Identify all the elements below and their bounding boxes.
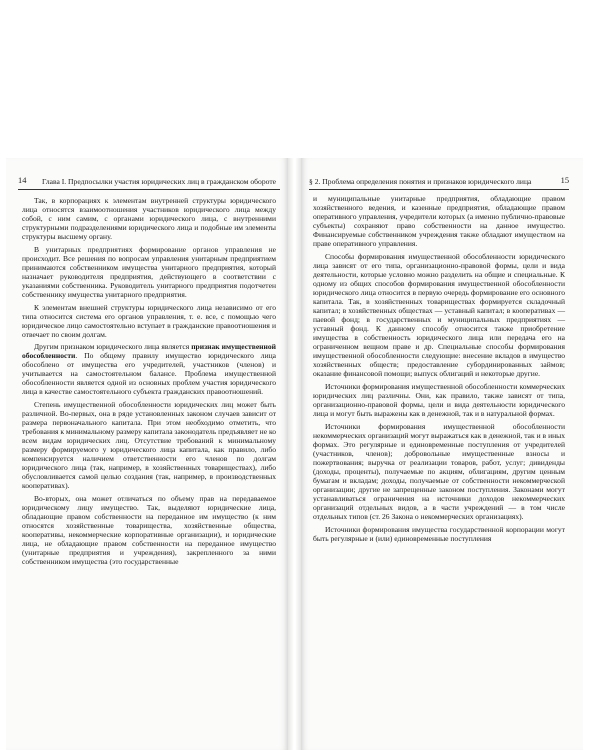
paragraph: Источники формирования имущественной обособленности коммерческих юридических лиц различны. Они, как правило, также зависят от типа, организационно-правовой формы, цели и вида деятельности юридического лица и могут быть выражены как в денежной, так и в натуральной формах. xyxy=(313,381,565,419)
paragraph: Источники формирования имущества государственной корпорации могут быть регулярные и (или) единовременные поступления xyxy=(313,524,565,543)
paragraph: К элементам внешней структуры юридического лица независимо от его типа относится система его органов управления, т. е. все, с помощью чего юридическое лицо самостоятельно вступает в гражданские правоотношения и отвечает по своим долгам. xyxy=(22,302,276,339)
paragraph: и муниципальные унитарные предприятия, обладающие правом хозяйственного ведения, и казенные предприятия, обладающие правом оперативного управления, учредители которых (а именно публично-правовые субъекты) сохраняют право собственности на данное имущество. Финансируемые собственником учреждения также обладают имуществом на праве оперативного управления. xyxy=(313,194,565,249)
right-page xyxy=(301,158,583,750)
page-number: 15 xyxy=(560,176,569,185)
header-rule xyxy=(309,189,569,190)
paragraph: Способы формирования имущественной обособленности юридического лица зависят от его типа, организационно-правовой формы, цели и вида деятельности, которые условно можно разделить на общие и специальные. К одному из общих способов формирования имущественной обособленности юридического лица относится в первую очередь формирование его основного капитала. Так, в хозяйственных товариществах формируется складочный капитал; в хозяйственных обществах — уставный капитал; в кооперативах — паевой фонд; в государственных и муниципальных предприятиях — уставный фонд. К данному способу относится также приобретение имущества в собственность юридического лица или передача его на ограниченном вещном праве и др. Специальные способы формирования имущественной обособленности следующие: внесение вкладов в имущество хозяйственных обществ; предоставление субординированных займов; оказание финансовой помощи; выпуск облигаций и некоторые другие. xyxy=(313,251,565,379)
paragraph: Так, в корпорациях к элементам внутренней структуры юридического лица относятся взаимоотношения участников юридического лица между собой, с ним самим, с органами юридического лица, с внутренними структурными подразделениями юридического лица и подобные им элементы структуры высшему органу. xyxy=(22,196,276,242)
paragraph: Во-вторых, она может отличаться по объему прав на передаваемое юридическому лицу имущество. Так, выделяют юридические лица, обладающие правом собственности на переданное им имущество (к ним относятся хозяйственные товарищества, хозяйственные общества, кооперативы, некоммерческие корпоративные организации), и юридические лица, не обладающие правом собственности на переданное имущество (унитарные предприятия и учреждения), закрепленного за ними собственником имущества (это государственные xyxy=(22,493,276,567)
paragraph xyxy=(22,342,276,396)
left-running-head xyxy=(18,176,280,189)
header-rule xyxy=(18,189,280,190)
right-body-text xyxy=(313,194,565,546)
paragraph: В унитарных предприятиях формирование органов управления не происходит. Все решения по вопросам управления унитарным предприятием принимаются собственником имущества унитарного предприятия, который назначает руководителя предприятия, действующего в соответствии с указаниями собственника. Руководитель унитарного предприятия подотчетен собственнику имущества унитарного предприятия. xyxy=(22,244,276,299)
paragraph: Степень имущественной обособленности юридических лиц может быть различной. Во-первых, она в ряде установленных законом случаев зависит от размера первоначального капитала. При этом необходимо отметить, что требования к минимальному размеру капитала законодатель предъявляет не ко всем видам юридических лиц. Отсутствие требований к минимальному размеру формируемого у юридического лица капитала, как правило, либо компенсируется наличием ответственности его членов по долгам юридического лица (так, например, в хозяйственных товариществах), либо обусловливается самой целью создания (так, например, в производственных кооперативах). xyxy=(22,399,276,491)
running-head-title: Глава I. Предпосылки участия юридических лиц в гражданском обороте xyxy=(42,177,277,186)
running-head-title: § 2. Проблема определения понятия и признаков юридического лица xyxy=(309,177,532,186)
page-number: 14 xyxy=(18,176,27,185)
left-body-text xyxy=(22,196,276,570)
paragraph-text: Другим признаком юридического лица является xyxy=(34,342,192,352)
left-page xyxy=(6,158,288,750)
paragraph: Источники формирования имущественной обособленности некоммерческих организаций могут выражаться как в денежной, так и в иных формах. Это регулярные и единовременные поступления от учредителей (участников, членов); добровольные имущественные взносы и пожертвования; выручка от реализации товаров, работ, услуг; дивиденды (доходы, проценты), получаемые по акциям, облигациям, другим ценным бумагам и вкладам; доходы, получаемые от собственности некоммерческой организации; другие не запрещенные законом поступления. Законами могут устанавливаться ограничения на источники доходов некоммерческих организаций отдельных видов, а в части учреждений — в том числе отдельных типов (ст. 26 Закона о некоммерческих организациях). xyxy=(313,421,565,522)
right-running-head xyxy=(309,176,569,189)
bold-term: признак имущественной обособленности xyxy=(22,342,276,361)
paragraph-text: . По общему правилу имущество юридического лица обособлено от имущества его учредителей, участников (членов) и учитывается на самостоятельном балансе. Проблема имущественной обособленности является одной из основных проблем участия юридического лица в качестве самостоятельного субъекта гражданских правоотношений. xyxy=(22,351,276,397)
book-gutter xyxy=(288,158,301,750)
